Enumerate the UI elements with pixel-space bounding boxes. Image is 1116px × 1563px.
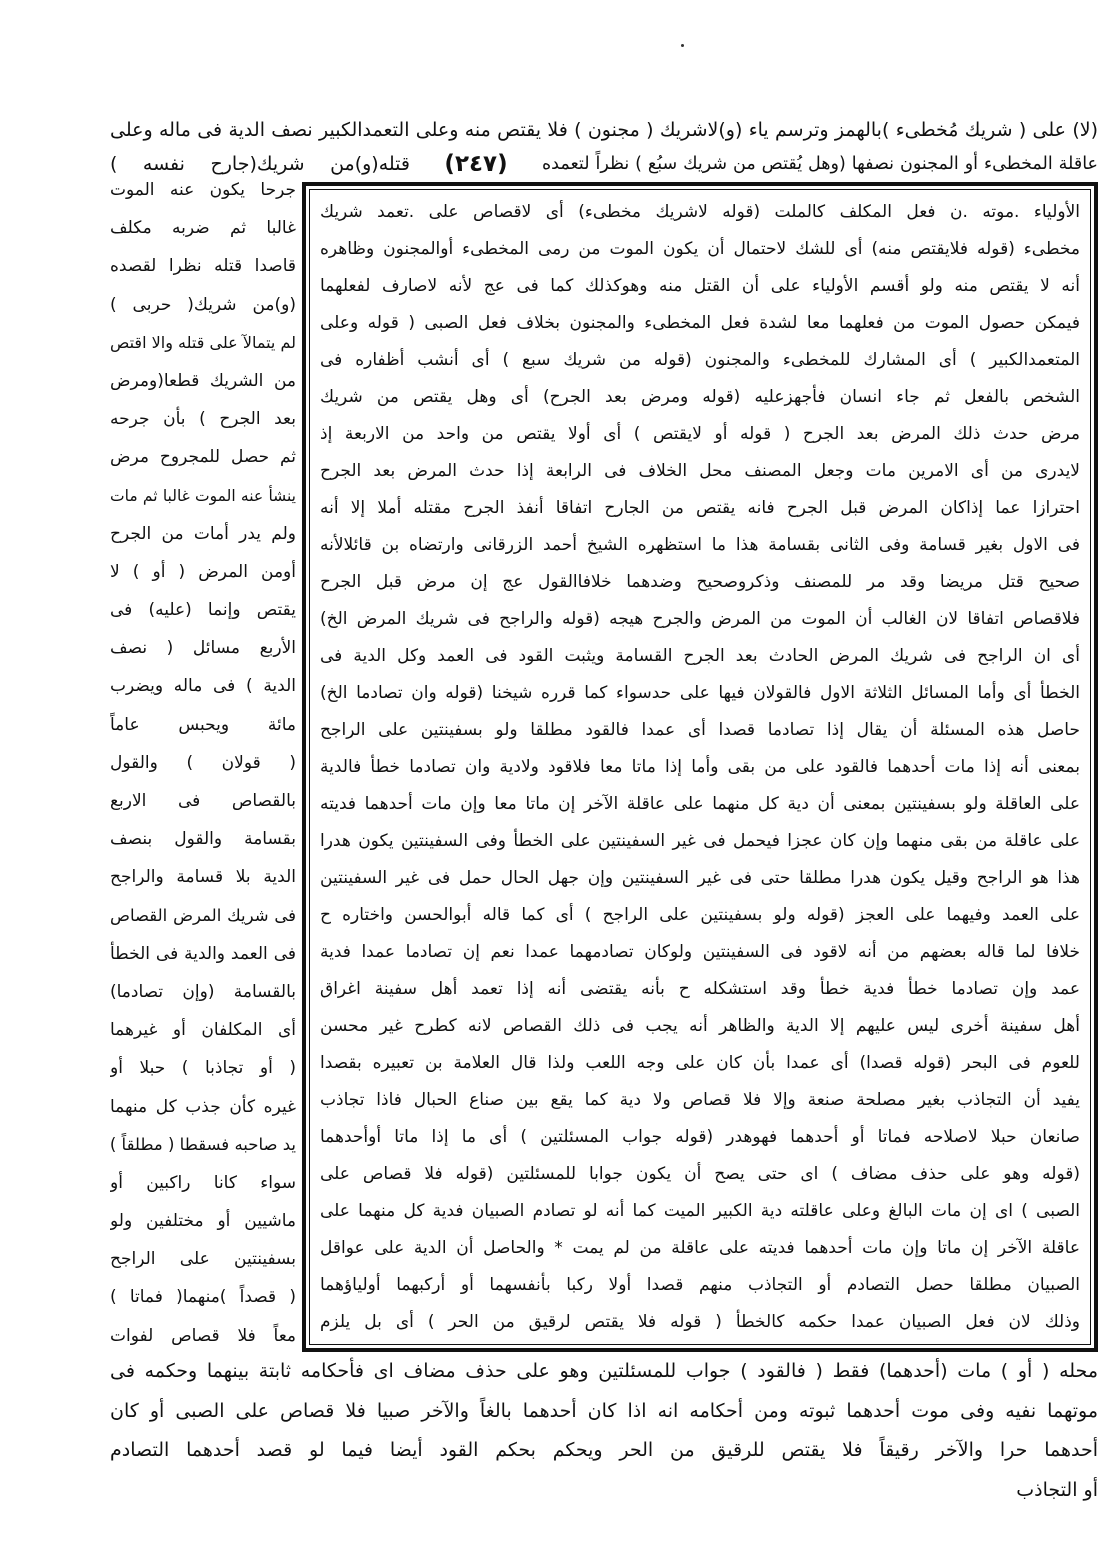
footer-text-line: موتهما نفيه وفى موت أحدهما ثبوته ومن أحكامه انه اذا كان أحدهما بالغاً والآخر صبيا فلا قصاص على الصبى أو كان xyxy=(110,1399,1098,1422)
footer-text-line: أو التجاذب xyxy=(1016,1478,1098,1501)
side-column-line: بقسامة والقول بنصف xyxy=(110,829,296,850)
hashiya-line: أهل سفينة أخرى ليس عليهم إلا الدية والظاهر أنه يجب فى ذلك القصاص لانه كطرح غير محسن xyxy=(320,1016,1080,1036)
side-column-line: ينشأ عنه الموت غالبا ثم مات xyxy=(110,486,296,505)
side-column-line: بعد الجرح ) بأن جرحه xyxy=(110,409,296,430)
hashiya-line: لايدرى من أى الامرين مات وجعل المصنف محل الخلاف فى الرابعة إذا حدث المرض بعد الجرح xyxy=(320,461,1080,481)
side-column-line: الدية بلا قسامة والراجح xyxy=(110,867,296,888)
side-column-line: جرحا يكون عنه الموت xyxy=(110,180,296,200)
side-column-line: سواء كانا راكبين أو xyxy=(110,1172,296,1193)
hashiya-line: أى ان الراجح فى شريك المرض الحادث بعد الجرح القسامة ويثبت القود فى العمد وكل الدية فى xyxy=(320,646,1080,666)
page-number: (٢٤٧) xyxy=(444,151,508,177)
hashiya-line: الشخص بالفعل ثم جاء انسان فأجهزعليه (قوله ومرض بعد الجرح) أى وهل يقتص من شريك xyxy=(320,387,1080,407)
hashiya-line: صانعان حبلا لاصلاحه فماتا أو أحدهما فهوهدر (قوله جواب المسئلتين ) أى ما إذا ماتا أوأحدهما xyxy=(320,1127,1080,1147)
hashiya-line: صحيح قتل مريضا وقد مر للمصنف وذكروصحيح وضدهما خلافاالقول عج إن مرض قبل الجرح xyxy=(320,572,1080,592)
side-column-line: ( قولان ) والقول xyxy=(110,752,296,773)
side-column-line: لم يتمالآ على قتله والا اقتص xyxy=(110,332,296,352)
hashiya-line: عمد وإن تصادما خطأ فدية خطأ وقد استشكله ح بأنه يقتضى أنه إذا تعمد أهل سفينة اغراق xyxy=(320,979,1080,999)
footer-text-line: محله ( أو ) مات (أحدهما) فقط ( فالقود ) جواب للمسئلتين وهو على حذف مضاف اى فأحكامه ثابتة بينهما وحكمه فى xyxy=(110,1360,1098,1382)
hashiya-box xyxy=(302,182,1098,1352)
side-column-line: ثم حصل للمجروح مرض xyxy=(110,447,296,468)
side-column-line: بسفينتين على الراجح xyxy=(110,1249,296,1270)
side-column-line: قاصدا قتله نظرا لقصده xyxy=(110,256,296,277)
header-line-2-start: عاقلة المخطىء أو المجنون نصفها (وهل يُقتص من شريك سبُع ) نظراً لتعمده xyxy=(542,154,1098,174)
hashiya-line: مخطىء (قوله فلايقتص منه) أى للشك لاحتمال أن يكون الموت من رمى المخطىء أوالمجنون وظاهره xyxy=(320,239,1080,259)
hashiya-line: أنه لا يقتص منه ولو أقسم الأولياء على أن القتل منه وهوكذلك كما فى عج لأنه لاصارف لفعلهما xyxy=(320,276,1080,296)
side-column-line: (و)من شريك( حربى ) xyxy=(110,294,296,315)
hashiya-line: مرض حدث ذلك المرض بعد الجرح ( قوله أو لايقتص ) أى أولا يقتص من واحد من الاربعة إذ xyxy=(320,424,1080,444)
hashiya-line: عاقلة الآخر إن ماتا وإن مات أحدهما فديته على عاقلة من لم يمت * والحاصل أن الدية على عواقل xyxy=(320,1238,1080,1258)
hashiya-line: فلاقصاص اتفاقا لان الغالب أن الموت من المرض والجرح هيجه (قوله والراجح فى شريك المرض الخ) xyxy=(320,609,1080,629)
hashiya-line: للعوم فى البحر (قوله قصدا) أى عمدا بأن كان على وجه اللعب ولذا قال العلامة بن تعبيره بقصدا xyxy=(320,1053,1080,1073)
hashiya-line: فيمكن حصول الموت من فعلهما معا لشدة فعل المخطىء والمجنون بخلاف فعل الصبى ( قوله وعلى xyxy=(320,313,1080,333)
hashiya-line: وذلك لان فعل الصبيان عمدا حكمه كالخطأ ( قوله فلا يقتص لرقيق من الحر ) أى بل يلزم xyxy=(320,1312,1080,1332)
side-column-line: ولم يدر أمات من الجرح xyxy=(110,523,296,544)
header-line-1: (لا) على ( شريك مُخطىء )بالهمز وترسم ياء (و)لاشريك ( مجنون ) فلا يقتص منه وعلى التعمدالكبير نصف الدية فى ماله وعلى xyxy=(110,119,1098,141)
side-column-line: يقتص وإنما (عليه) فى xyxy=(110,600,296,621)
hashiya-line: الخطأ أى وأما المسائل الثلاثة الاول فالقولان فيها على حدسواء كما قرره شيخنا (قوله وان تصادما الخ) xyxy=(320,683,1080,703)
side-column-line: فى شريك المرض القصاص xyxy=(110,905,296,925)
side-column-line: ( قصداً )منهما( فماتا ) xyxy=(110,1287,296,1308)
side-column-line: فى العمد والدية فى الخطأ xyxy=(110,943,296,964)
hashiya-line: الأولياء .موته .ن فعل المكلف كالملت (قوله لاشريك مخطىء) أى لاقصاص على .تعمد شريك xyxy=(320,202,1080,222)
hashiya-line: على العاقلة ولو بسفينتين بمعنى أن دية كل منهما على عاقلة الآخر إن ماتا معا وإن مات أحدهما فديته xyxy=(320,794,1080,814)
side-column xyxy=(110,171,296,1355)
side-column-line: أى المكلفان أو غيرهما xyxy=(110,1020,296,1041)
hashiya-line: هذا هو الراجح وقيل يكون هدرا مطلقا حتى فى غير السفينتين وإن جهل الحال حمل فى غير السفينتين xyxy=(320,868,1080,888)
hashiya-line: على العمد وفيهما على العجز (قوله ولو بسفينتين على الراجح ) أى كما قاله أبوالحسن واختاره ح xyxy=(320,905,1080,925)
hashiya-line: بمعنى أنه إذا مات أحدهما فالقود على من بقى وأما إذا ماتا معا فلاقود ولادية وان تصادما خطأ فالدية xyxy=(320,757,1080,777)
side-column-line: يد صاحبه فسقطا ( مطلقاً ) xyxy=(110,1134,296,1154)
hashiya-line: على عاقلة من بقى منهما وإن كان عجزا فيحمل فى غير السفينتين على الخطأ وفى السفينتين يكون هدرا xyxy=(320,831,1080,851)
side-column-line: غالبا ثم ضربه مكلف xyxy=(110,218,296,239)
side-column-line: الدية ) فى ماله ويضرب xyxy=(110,676,296,697)
side-column-line: من الشريك قطعا(ومرض xyxy=(110,370,296,391)
hashiya-line: خلافا لما قاله بعضهم من أنه لاقود فى السفينتين ولوكان تصادمهما عمدا نعم إن تصادما عمدا فدية xyxy=(320,942,1080,962)
side-column-line: معاً فلا قصاص لفوات xyxy=(110,1325,296,1346)
side-column-line: ماشيين أو مختلفين ولو xyxy=(110,1211,296,1232)
hashiya-line: احترازا عما إذاكان المرض قبل الجرح فانه يقتص من الجارح اتفاقا أنفذ الجرح مقتله أملا إلا أنه xyxy=(320,498,1080,518)
hashiya-line: الصبى ) اى إن مات البالغ وعلى عاقلته دية الكبير الميت كما أنه لو تصادم الصبيان فدية كل منهما على xyxy=(320,1201,1080,1221)
side-column-line: بالقصاص فى الاربع xyxy=(110,791,296,811)
side-column-line: الأربع مسائل ( نصف xyxy=(110,638,296,659)
side-column-line: بالقسامة (وإن تصادما) xyxy=(110,981,296,1002)
hashiya-line: المتعمدالكبير ) أى المشارك للمخطىء والمجنون (قوله من شريك سبع ) أى أنشب أظفاره فى xyxy=(320,350,1080,370)
scan-speck xyxy=(681,44,684,47)
hashiya-line: فى الاول بغير قسامة وفى الثانى بقسامة هذا ما استظهره الشيخ أحمد الزرقانى وارتضاه بن قائلالأنه xyxy=(320,535,1080,555)
side-column-line: مائة ويحبس عاماً xyxy=(110,714,296,735)
footer-text xyxy=(110,1352,1098,1510)
footer-text-line: أحدهما حرا والآخر رقيقاً فلا يقتص للرقيق من الحر ويحكم بحكم القود أيضا فيما لو قصد أحدهما التصادم xyxy=(110,1439,1098,1461)
side-column-line: أومن المرض ( أو ) لا xyxy=(110,561,296,582)
hashiya-line: يفيد أن التجاذب بغير مصلحة صنعة وإلا فلا قصاص ولا دية كما يقع بين صناع الحبال فاذا تجاذب xyxy=(320,1090,1080,1110)
side-column-line: غيره كأن جذب كل منهما xyxy=(110,1096,296,1117)
hashiya-line: (قوله وهو على حذف مضاف ) اى حتى يصح أن يكون جوابا للمسئلتين (قوله فلا قصاص على xyxy=(320,1164,1080,1184)
header-line-2-end: قتله(و)من شريك(جارح نفسه ) xyxy=(110,153,410,175)
hashiya-line: الصبيان مطلقا حصل التصادم أو التجاذب منهم قصدا أولا ركبا بأنفسهما أو أركبهما أولياؤهما xyxy=(320,1275,1080,1295)
side-column-line: ( أو تجاذبا ) حبلا أو xyxy=(110,1058,296,1079)
hashiya-line: حاصل هذه المسئلة أن يقال إذا تصادما قصدا أى عمدا فالقود مطلقا ولو بسفينتين على الراجح xyxy=(320,720,1080,740)
